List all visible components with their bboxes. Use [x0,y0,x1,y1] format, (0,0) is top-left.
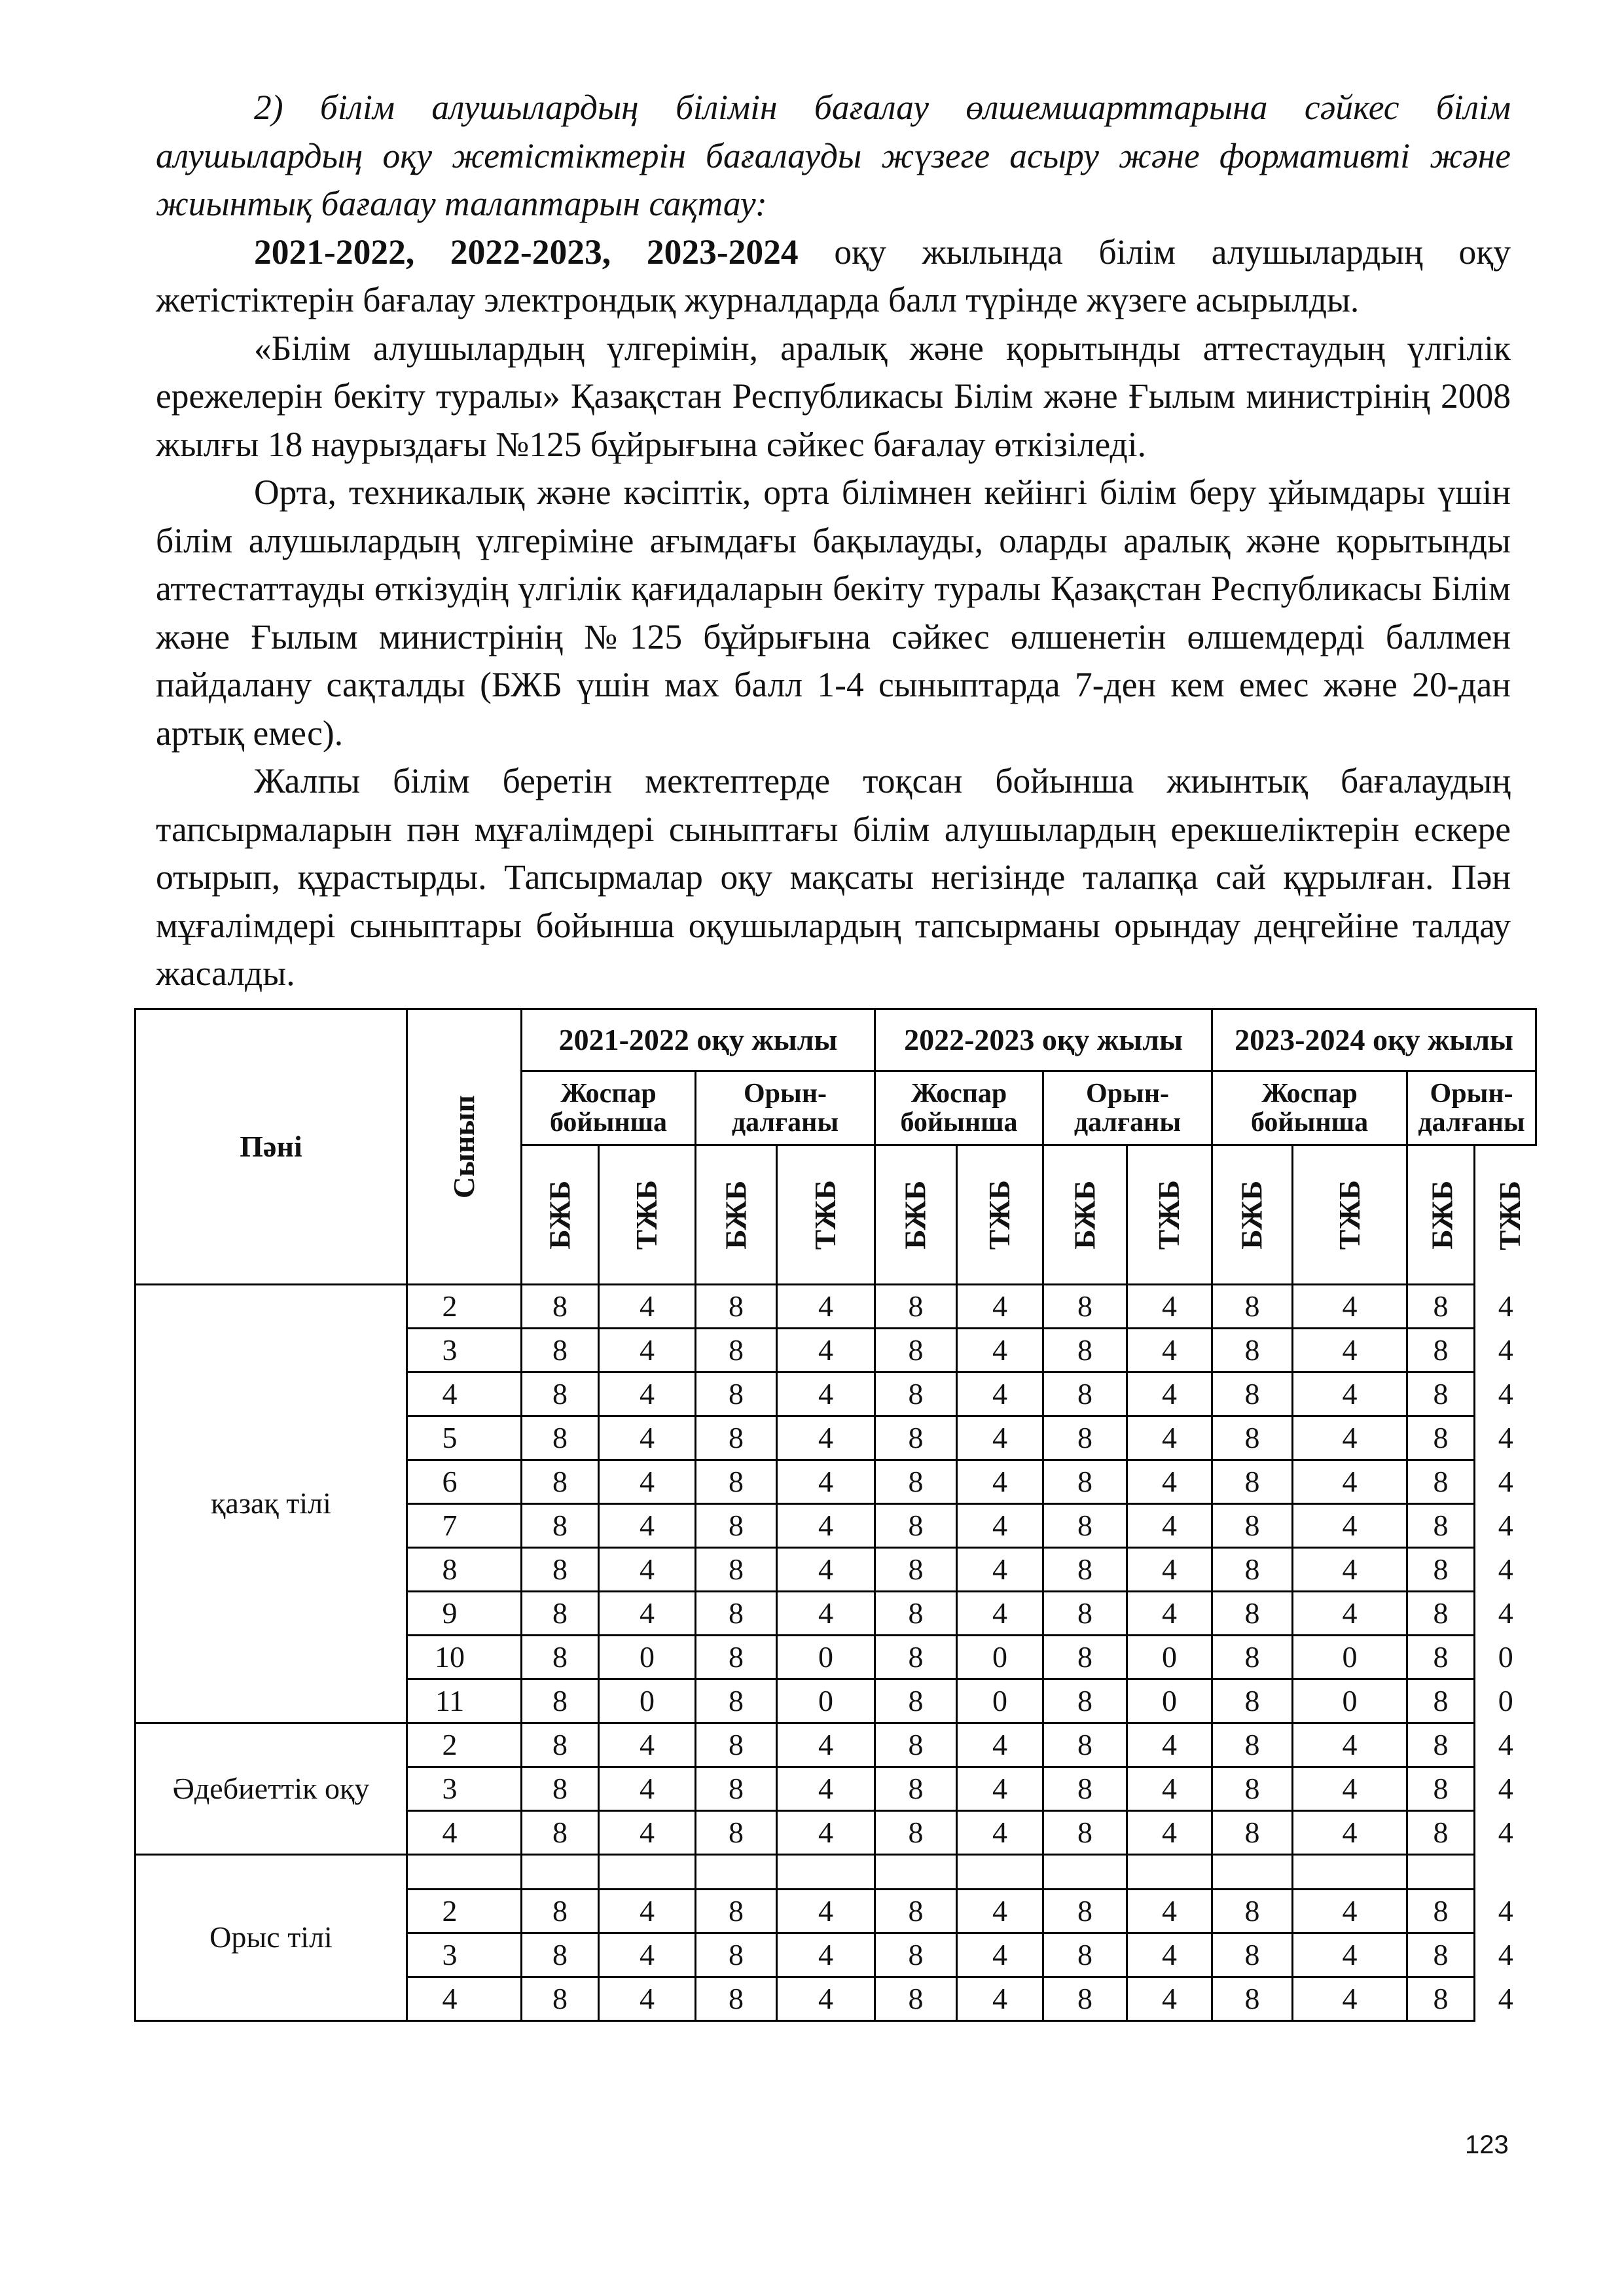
bzhb-value: 8 [696,1977,777,2021]
done-header: Орын-далғаны [1043,1071,1212,1145]
bzhb-value: 8 [522,1723,599,1767]
tzhb-value: 4 [1293,1767,1407,1811]
bzhb-value: 8 [875,1933,957,1977]
bzhb-value: 8 [1043,1977,1127,2021]
bzhb-header: БЖБ [875,1145,957,1285]
tzhb-value: 4 [1498,1815,1513,1849]
tzhb-value: 4 [1127,1592,1212,1636]
tzhb-value: 4 [1498,1289,1513,1323]
tzhb-value: 4 [599,1811,696,1855]
tzhb-value: 4 [777,1504,875,1548]
bzhb-value: 8 [522,1329,599,1372]
bzhb-value: 8 [1043,1679,1127,1723]
bzhb-value: 8 [1043,1723,1127,1767]
tzhb-header: ТЖБ [957,1145,1043,1285]
tzhb-value: 4 [1293,1548,1407,1592]
tzhb-value: 4 [1293,1811,1407,1855]
bzhb-value: 8 [1212,1372,1293,1416]
bzhb-value: 8 [1407,1285,1475,1329]
tzhb-value: 0 [1293,1636,1407,1679]
bzhb-value: 8 [875,1329,957,1372]
bzhb-value: 8 [1212,1329,1293,1372]
bzhb-value: 8 [875,1767,957,1811]
tzhb-value: 4 [777,1372,875,1416]
tzhb-value: 4 [957,1372,1043,1416]
tzhb-value: 4 [777,1933,875,1977]
tzhb-value: 4 [599,1416,696,1460]
tzhb-header: ТЖБ [1127,1145,1212,1285]
tzhb-value: 4 [957,1460,1043,1504]
tzhb-value: 4 [1293,1592,1407,1636]
bzhb-value: 8 [875,1679,957,1723]
tzhb-value: 4 [1498,1893,1513,1928]
bzhb-value: 8 [1407,1679,1475,1723]
bzhb-value: 8 [875,1372,957,1416]
subject-name: Әдебиеттік оқу [135,1723,407,1855]
page-number: 123 [1465,2130,1509,2159]
bzhb-value: 8 [522,1372,599,1416]
done-header: Орын-далғаны [1407,1071,1536,1145]
tzhb-value: 4 [1293,1285,1407,1329]
tzhb-header: ТЖБ [1493,1180,1527,1251]
bzhb-value: 8 [875,1890,957,1933]
bzhb-value: 8 [522,1679,599,1723]
tzhb-value: 4 [1127,1767,1212,1811]
tzhb-value: 4 [1127,1329,1212,1372]
year-header-2022: 2022-2023 оқу жылы [875,1009,1212,1071]
bzhb-value: 8 [875,1723,957,1767]
bzhb-value: 8 [696,1548,777,1592]
year-header-2023: 2023-2024 оқу жылы [1212,1009,1536,1071]
tzhb-value: 4 [599,1285,696,1329]
class-number: 8 [407,1548,522,1592]
tzhb-value: 4 [1498,1464,1513,1498]
class-number: 5 [407,1416,522,1460]
bzhb-value: 8 [522,1933,599,1977]
class-column-header: Сынып [407,1009,522,1285]
tzhb-value: 0 [599,1636,696,1679]
tzhb-value: 4 [1498,1508,1513,1542]
table-row [135,1723,1536,1767]
bzhb-value: 8 [696,1933,777,1977]
tzhb-value: 4 [1293,1416,1407,1460]
bzhb-value: 8 [1212,1416,1293,1460]
bzhb-value: 8 [1212,1548,1293,1592]
tzhb-value: 4 [777,1460,875,1504]
class-number: 3 [407,1933,522,1977]
table-body [135,1285,1536,2021]
tzhb-value: 4 [957,1329,1043,1372]
bzhb-value: 8 [522,1977,599,2021]
tzhb-value: 4 [957,1592,1043,1636]
bzhb-value: 8 [696,1636,777,1679]
bzhb-value: 8 [696,1285,777,1329]
bzhb-value: 8 [1407,1811,1475,1855]
bzhb-value: 8 [696,1592,777,1636]
tzhb-value: 4 [1293,1504,1407,1548]
plan-header: Жоспар бойынша [875,1071,1043,1145]
tzhb-value: 0 [1127,1679,1212,1723]
tzhb-value: 4 [599,1548,696,1592]
bzhb-value: 8 [1407,1372,1475,1416]
tzhb-value: 4 [957,1890,1043,1933]
tzhb-value: 4 [599,1767,696,1811]
bzhb-value: 8 [1212,1285,1293,1329]
bzhb-value: 8 [696,1329,777,1372]
subject-name: қазақ тілі [135,1285,407,1723]
tzhb-value: 4 [1498,1981,1513,2015]
assessment-table [134,1008,1537,2022]
class-number: 11 [407,1679,522,1723]
bzhb-value: 8 [1407,1723,1475,1767]
bzhb-value: 8 [1043,1811,1127,1855]
tzhb-value: 4 [1127,1977,1212,2021]
class-number: 2 [407,1723,522,1767]
tzhb-value: 0 [957,1679,1043,1723]
tzhb-value: 4 [1293,1977,1407,2021]
intro-paragraph: 2) білім алушылардың білімін бағалау өлшемшарттарына сәйкес білім алушылардың оқу жетістіктерін бағалауды жүзеге асыру және формативті және жиынтық бағалау талаптарын сақтау: [156,88,1511,223]
tzhb-value: 4 [1127,1460,1212,1504]
paragraph-1 [156,228,1511,325]
bzhb-value: 8 [875,1285,957,1329]
class-number: 2 [407,1285,522,1329]
bzhb-value: 8 [522,1767,599,1811]
tzhb-value: 4 [1127,1416,1212,1460]
bzhb-value: 8 [1043,1329,1127,1372]
bzhb-value: 8 [875,1636,957,1679]
tzhb-value: 4 [957,1767,1043,1811]
bzhb-header: БЖБ [696,1145,777,1285]
subject-column-header: Пәні [135,1009,407,1285]
bzhb-value: 8 [1043,1933,1127,1977]
tzhb-value: 4 [1127,1285,1212,1329]
tzhb-value: 4 [957,1811,1043,1855]
tzhb-value: 0 [1498,1640,1513,1674]
tzhb-value: 4 [957,1416,1043,1460]
tzhb-value: 4 [1498,1333,1513,1367]
bzhb-value: 8 [1043,1460,1127,1504]
bzhb-value: 8 [696,1679,777,1723]
bzhb-value: 8 [1043,1416,1127,1460]
tzhb-value: 4 [599,1592,696,1636]
bzhb-value: 8 [875,1548,957,1592]
bzhb-value: 8 [696,1460,777,1504]
bzhb-value: 8 [875,1460,957,1504]
paragraph-4: Жалпы білім беретін мектептерде тоқсан бойынша жиынтық бағалаудың тапсырмаларын пән мұғалімдері сыныптағы білім алушылардың ерекшеліктерін ескере отырып, құрастырды. Тапсырмалар оқу мақсаты негізінде талапқа сай құрылған. Пән мұғалімдері сыныптары бойынша оқушылардың тапсырманы орындау деңгейіне талдау жасалды. [156,761,1511,993]
bzhb-value: 8 [1212,1890,1293,1933]
bzhb-value: 8 [696,1811,777,1855]
bzhb-value: 8 [875,1416,957,1460]
bzhb-value: 8 [1407,1416,1475,1460]
bzhb-value: 8 [875,1977,957,2021]
bzhb-value: 8 [696,1890,777,1933]
tzhb-value: 4 [1293,1372,1407,1416]
tzhb-value: 0 [599,1679,696,1723]
class-number: 3 [407,1767,522,1811]
bzhb-value: 8 [522,1636,599,1679]
tzhb-header: ТЖБ [1293,1145,1407,1285]
tzhb-value: 4 [1127,1890,1212,1933]
bzhb-value: 8 [522,1504,599,1548]
tzhb-value: 4 [1498,1937,1513,1971]
bzhb-header: БЖБ [1407,1145,1475,1285]
bzhb-value: 8 [1407,1592,1475,1636]
tzhb-value: 4 [777,1548,875,1592]
tzhb-value: 4 [777,1592,875,1636]
tzhb-value: 4 [957,1285,1043,1329]
tzhb-value: 0 [957,1636,1043,1679]
tzhb-value: 4 [599,1890,696,1933]
bzhb-value: 8 [875,1811,957,1855]
body-text [156,84,1511,998]
tzhb-value: 4 [1498,1596,1513,1630]
class-number: 4 [407,1372,522,1416]
tzhb-value: 0 [1127,1636,1212,1679]
bzhb-value: 8 [522,1285,599,1329]
academic-years: 2021-2022, 2022-2023, 2023-2024 [254,232,799,272]
bzhb-value: 8 [1043,1636,1127,1679]
bzhb-header: БЖБ [1043,1145,1127,1285]
tzhb-value: 4 [1293,1329,1407,1372]
class-number: 2 [407,1890,522,1933]
bzhb-value: 8 [1212,1811,1293,1855]
tzhb-value: 4 [777,1723,875,1767]
bzhb-value: 8 [1407,1767,1475,1811]
bzhb-value: 8 [1212,1977,1293,2021]
bzhb-value: 8 [696,1372,777,1416]
tzhb-value: 4 [599,1977,696,2021]
done-header: Орын-далғаны [696,1071,875,1145]
tzhb-value: 4 [777,1977,875,2021]
tzhb-value: 4 [1498,1727,1513,1761]
bzhb-value: 8 [1407,1329,1475,1372]
tzhb-value: 0 [1498,1683,1513,1717]
paragraph-1-text: оқу жылында білім алушылардың оқу жетістіктерін бағалау электрондық журналдарда балл түрінде жүзеге асырылды. [156,232,1511,319]
class-number: 6 [407,1460,522,1504]
bzhb-value: 8 [875,1504,957,1548]
tzhb-value: 4 [1293,1460,1407,1504]
bzhb-value: 8 [1212,1636,1293,1679]
bzhb-value: 8 [1407,1933,1475,1977]
bzhb-value: 8 [522,1811,599,1855]
bzhb-header: БЖБ [522,1145,599,1285]
tzhb-value: 0 [777,1679,875,1723]
tzhb-value: 4 [957,1977,1043,2021]
class-number: 4 [407,1811,522,1855]
class-number: 9 [407,1592,522,1636]
tzhb-value: 4 [599,1933,696,1977]
bzhb-value: 8 [1043,1285,1127,1329]
bzhb-value: 8 [1043,1767,1127,1811]
tzhb-value: 4 [599,1460,696,1504]
table-row [135,1285,1536,1329]
tzhb-value: 4 [1293,1723,1407,1767]
bzhb-value: 8 [1212,1767,1293,1811]
bzhb-value: 8 [1407,1636,1475,1679]
tzhb-value: 4 [1498,1376,1513,1410]
bzhb-value: 8 [1043,1548,1127,1592]
bzhb-value: 8 [522,1416,599,1460]
paragraph-3: Орта, техникалық және кәсіптік, орта білімнен кейінгі білім беру ұйымдары үшін білім алушылардың үлгеріміне ағымдағы бақылауды, оларды аралық және қорытынды аттестаттауды өткізудің үлгілік қағидаларын бекіту туралы Қазақстан Республикасы Білім және Ғылым министрінің №125 бұйрығына сәйкес өлшенетін өлшемдерді баллмен пайдалану сақталды (БЖБ үшін мах балл 1-4 сыныптарда 7-ден кем емес және 20-дан артық емес). [156,473,1511,753]
tzhb-value: 4 [1293,1933,1407,1977]
tzhb-value: 4 [777,1416,875,1460]
bzhb-value: 8 [696,1767,777,1811]
bzhb-value: 8 [696,1504,777,1548]
tzhb-value: 4 [599,1329,696,1372]
class-number: 4 [407,1977,522,2021]
tzhb-value: 4 [1127,1811,1212,1855]
bzhb-value: 8 [875,1592,957,1636]
tzhb-header: ТЖБ [777,1145,875,1285]
bzhb-value: 8 [1212,1679,1293,1723]
tzhb-value: 0 [777,1636,875,1679]
tzhb-value: 4 [777,1285,875,1329]
tzhb-value: 4 [777,1890,875,1933]
tzhb-header: ТЖБ [599,1145,696,1285]
bzhb-value: 8 [1043,1592,1127,1636]
bzhb-value: 8 [522,1592,599,1636]
tzhb-value: 4 [777,1811,875,1855]
class-number: 10 [407,1636,522,1679]
bzhb-value: 8 [1407,1504,1475,1548]
subject-name: Орыс тілі [135,1855,407,2021]
tzhb-value: 4 [1498,1552,1513,1586]
bzhb-value: 8 [1043,1890,1127,1933]
bzhb-value: 8 [1407,1548,1475,1592]
bzhb-value: 8 [696,1723,777,1767]
bzhb-value: 8 [1212,1933,1293,1977]
tzhb-value: 4 [599,1504,696,1548]
bzhb-header: БЖБ [1212,1145,1293,1285]
tzhb-value: 4 [599,1723,696,1767]
tzhb-value: 4 [1127,1372,1212,1416]
tzhb-value: 4 [599,1372,696,1416]
tzhb-value: 4 [957,1723,1043,1767]
bzhb-value: 8 [1043,1504,1127,1548]
bzhb-value: 8 [1212,1592,1293,1636]
bzhb-value: 8 [1407,1460,1475,1504]
tzhb-value: 4 [1127,1723,1212,1767]
plan-header: Жоспар бойынша [522,1071,696,1145]
bzhb-value: 8 [1407,1977,1475,2021]
tzhb-value: 4 [1498,1420,1513,1454]
class-number: 7 [407,1504,522,1548]
tzhb-value: 4 [1127,1933,1212,1977]
tzhb-value: 4 [1498,1771,1513,1805]
tzhb-value: 4 [1127,1504,1212,1548]
tzhb-value: 0 [1293,1679,1407,1723]
class-number: 3 [407,1329,522,1372]
tzhb-value: 4 [1127,1548,1212,1592]
tzhb-value: 4 [777,1329,875,1372]
tzhb-value: 4 [1293,1890,1407,1933]
bzhb-value: 8 [1212,1723,1293,1767]
tzhb-value: 4 [777,1767,875,1811]
bzhb-value: 8 [1407,1890,1475,1933]
paragraph-2: «Білім алушылардың үлгерімін, аралық және қорытынды аттестаудың үлгілік ережелерін бекіту туралы» Қазақстан Республикасы Білім және Ғылым министрінің 2008 жылғы 18 наурыздағы №125 бұйрығына сәйкес бағалау өткізіледі. [156,328,1511,464]
plan-header: Жоспар бойынша [1212,1071,1407,1145]
tzhb-value: 4 [957,1504,1043,1548]
tzhb-value: 4 [957,1548,1043,1592]
tzhb-value: 4 [957,1933,1043,1977]
bzhb-value: 8 [522,1460,599,1504]
bzhb-value: 8 [1212,1460,1293,1504]
bzhb-value: 8 [696,1416,777,1460]
bzhb-value: 8 [522,1890,599,1933]
bzhb-value: 8 [1043,1372,1127,1416]
bzhb-value: 8 [1212,1504,1293,1548]
bzhb-value: 8 [522,1548,599,1592]
year-header-2021: 2021-2022 оқу жылы [522,1009,875,1071]
